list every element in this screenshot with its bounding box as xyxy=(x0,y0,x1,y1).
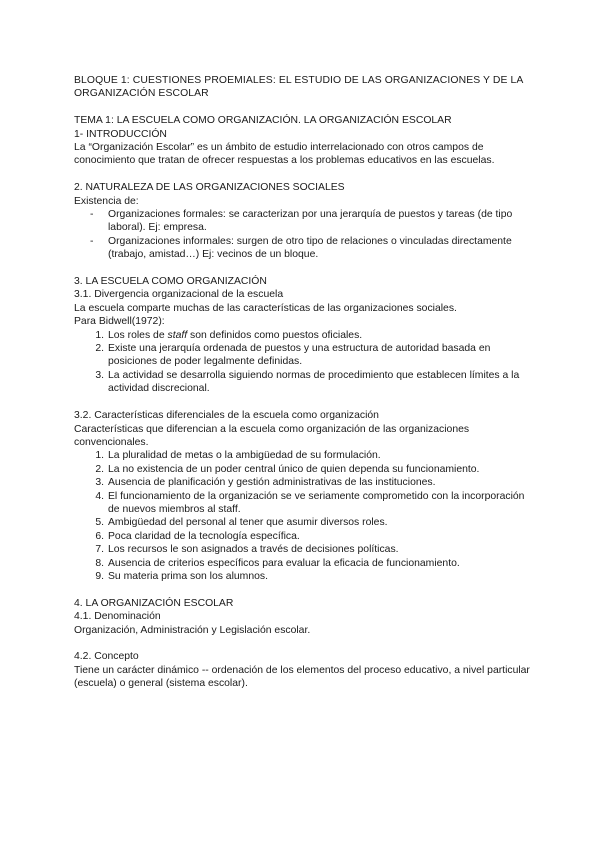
list-number: 7. xyxy=(95,544,104,556)
dash-bullet: - xyxy=(90,209,94,221)
list-item xyxy=(74,369,534,396)
block-title-line2: ORGANIZACIÓN ESCOLAR xyxy=(74,88,209,100)
list-item-text: La actividad se desarrolla siguiendo normas de procedimiento que establecen límites a la actividad discrecional. xyxy=(108,369,520,395)
list-number: 4. xyxy=(95,490,104,502)
list-item xyxy=(74,557,534,570)
list-number: 1. xyxy=(95,329,104,341)
section-1-heading: 1- INTRODUCCIÓN xyxy=(74,128,167,140)
list-number: 1. xyxy=(95,450,104,462)
list-item xyxy=(74,476,534,489)
section-3-1-list xyxy=(74,329,534,396)
section-2-heading: 2. NATURALEZA DE LAS ORGANIZACIONES SOCIALES xyxy=(74,182,345,194)
section-3-1-paragraph: La escuela comparte muchas de las características de las organizaciones sociales. xyxy=(74,302,457,314)
list-item-text-post: son definidos como puestos oficiales. xyxy=(187,329,363,341)
section-3-heading: 3. LA ESCUELA COMO ORGANIZACIÓN xyxy=(74,276,267,288)
block-title-line1: BLOQUE 1: CUESTIONES PROEMIALES: EL ESTUDIO DE LAS ORGANIZACIONES Y DE LA xyxy=(74,75,524,86)
list-item-text: Los recursos le son asignados a través de decisiones políticas. xyxy=(108,544,399,556)
list-number: 3. xyxy=(95,369,104,381)
list-item xyxy=(74,342,534,369)
list-item-text: Ausencia de planificación y gestión administrativas de las instituciones. xyxy=(108,477,436,489)
list-number: 9. xyxy=(95,570,104,582)
list-item xyxy=(74,543,534,556)
list-item xyxy=(74,208,534,235)
list-item xyxy=(74,516,534,529)
list-number: 2. xyxy=(95,463,104,475)
section-3-2-list xyxy=(74,449,534,583)
list-item xyxy=(74,490,534,517)
list-number: 3. xyxy=(95,477,104,489)
section-4-2-paragraph: Tiene un carácter dinámico -- ordenación de los elementos del proceso educativo, a nivel particular (escuela) o general (sistema escolar). xyxy=(74,664,530,690)
section-2-list xyxy=(74,208,534,262)
list-item-text: Poca claridad de la tecnología específica. xyxy=(108,530,300,542)
list-item-text: Organizaciones formales: se caracterizan por una jerarquía de puestos y tareas (de tipo laboral). Ej: empresa. xyxy=(108,209,513,234)
section-3-1-heading: 3.1. Divergencia organizacional de la escuela xyxy=(74,289,284,301)
section-4-1-paragraph: Organización, Administración y Legislación escolar. xyxy=(74,624,311,636)
spacer xyxy=(74,637,534,650)
section-1-paragraph: La “Organización Escolar” es un ámbito de estudio interrelacionado con otros campos de conocimiento que tratan de ofrecer respuestas a los problemas educativos en las escuelas. xyxy=(74,142,495,167)
document-content xyxy=(74,74,534,691)
spacer xyxy=(74,101,534,114)
list-item-text: Su materia prima son los alumnos. xyxy=(108,570,268,582)
list-item-text: El funcionamiento de la organización se ve seriamente comprometido con la incorporación de nuevos miembros al staff. xyxy=(108,490,525,515)
list-item-text: La no existencia de un poder central único de quien dependa su funcionamiento. xyxy=(108,463,480,475)
dash-bullet: - xyxy=(90,235,94,247)
section-4-2-heading: 4.2. Concepto xyxy=(74,651,139,663)
list-item xyxy=(74,235,534,262)
section-3-1-intro: Para Bidwell(1972): xyxy=(74,316,165,328)
list-number: 2. xyxy=(95,343,104,355)
list-item xyxy=(74,530,534,543)
spacer xyxy=(74,396,534,409)
list-number: 6. xyxy=(95,530,104,542)
section-3-2-heading: 3.2. Características diferenciales de la escuela como organización xyxy=(74,410,379,422)
section-4-heading: 4. LA ORGANIZACIÓN ESCOLAR xyxy=(74,597,234,609)
tema-title: TEMA 1: LA ESCUELA COMO ORGANIZACIÓN. LA ORGANIZACIÓN ESCOLAR xyxy=(74,115,452,127)
list-number: 5. xyxy=(95,517,104,529)
spacer xyxy=(74,262,534,275)
list-item-text: Organizaciones informales: surgen de otro tipo de relaciones o vinculadas directamente (trabajo, amistad…) Ej: vecinos de un bloque. xyxy=(108,235,512,261)
section-3-2-paragraph: Características que diferencian a la escuela como organización de las organizaciones convencionales. xyxy=(74,423,470,448)
list-number: 8. xyxy=(95,557,104,569)
section-4-1-heading: 4.1. Denominación xyxy=(74,611,161,623)
list-item-emphasis: staff xyxy=(167,329,188,341)
list-item xyxy=(74,463,534,476)
list-item xyxy=(74,570,534,583)
list-item-text: La pluralidad de metas o la ambigüedad de su formulación. xyxy=(108,450,381,462)
list-item-text: Ausencia de criterios específicos para evaluar la eficacia de funcionamiento. xyxy=(108,557,460,569)
list-item-text: Ambigüedad del personal al tener que asumir diversos roles. xyxy=(108,517,388,529)
spacer xyxy=(74,583,534,596)
list-item-text: Existe una jerarquía ordenada de puestos y una estructura de autoridad basada en posiciones de poder legalmente definidas. xyxy=(108,343,491,368)
section-2-intro: Existencia de: xyxy=(74,195,139,207)
list-item xyxy=(74,329,534,342)
spacer xyxy=(74,168,534,181)
list-item xyxy=(74,449,534,462)
list-item-text-pre: Los roles de xyxy=(108,329,168,341)
